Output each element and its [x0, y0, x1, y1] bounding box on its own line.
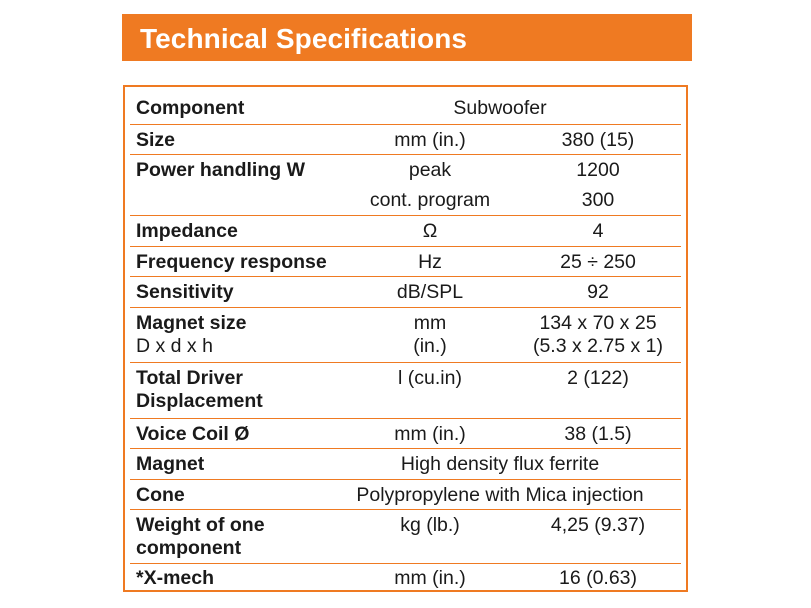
component-label: Component — [136, 97, 245, 119]
row-frequency — [130, 246, 681, 277]
magnet-size-value-mm: 134 x 70 x 25 — [539, 312, 657, 334]
row-magnet — [130, 448, 681, 479]
voice-coil-unit: mm (in.) — [394, 423, 466, 445]
power-cont-unit: cont. program — [369, 189, 491, 211]
row-weight — [130, 509, 681, 564]
row-sensitivity — [130, 276, 681, 307]
power-cont-value: 300 — [581, 189, 615, 211]
voice-coil-value: 38 (1.5) — [564, 423, 632, 445]
row-displacement — [130, 362, 681, 418]
weight-label-2: component — [136, 537, 242, 559]
header-banner — [122, 14, 692, 61]
component-value: Subwoofer — [453, 97, 547, 119]
impedance-value: 4 — [592, 220, 604, 242]
frequency-label: Frequency response — [136, 251, 327, 273]
row-impedance — [130, 215, 681, 246]
row-component — [130, 97, 681, 121]
sensitivity-label: Sensitivity — [136, 281, 234, 303]
row-magnet-size — [130, 307, 681, 362]
magnet-size-dims-label: D x d x h — [136, 335, 213, 357]
sensitivity-value: 92 — [587, 281, 609, 303]
size-label: Size — [136, 129, 176, 151]
magnet-size-unit-mm: mm — [413, 312, 447, 334]
voice-coil-label: Voice Coil Ø — [136, 423, 250, 445]
sensitivity-unit: dB/SPL — [396, 281, 464, 303]
impedance-unit: Ω — [422, 220, 438, 242]
displacement-label-1: Total Driver — [136, 367, 243, 389]
magnet-label: Magnet — [136, 453, 205, 475]
displacement-unit: l (cu.in) — [398, 367, 462, 389]
row-cone — [130, 479, 681, 510]
weight-value: 4,25 (9.37) — [550, 514, 646, 536]
displacement-label-2: Displacement — [136, 390, 263, 412]
magnet-value: High density flux ferrite — [400, 453, 600, 475]
frequency-value: 25 ÷ 250 — [560, 251, 636, 273]
magnet-size-value-in: (5.3 x 2.75 x 1) — [532, 335, 664, 357]
xmech-label: *X-mech — [136, 567, 215, 589]
cone-label: Cone — [136, 484, 185, 506]
row-power — [130, 154, 681, 215]
xmech-value: 16 (0.63) — [558, 567, 638, 589]
size-unit: mm (in.) — [394, 129, 466, 151]
size-value: 380 (15) — [561, 129, 635, 151]
cone-value: Polypropylene with Mica injection — [356, 484, 644, 506]
magnet-size-label: Magnet size — [136, 312, 247, 334]
displacement-value: 2 (122) — [567, 367, 629, 389]
row-voice-coil — [130, 418, 681, 449]
magnet-size-unit-in: (in.) — [413, 335, 447, 357]
weight-unit: kg (lb.) — [400, 514, 460, 536]
power-label: Power handling W — [136, 159, 305, 181]
power-peak-unit: peak — [408, 159, 452, 181]
weight-label-1: Weight of one — [136, 514, 265, 536]
row-size — [130, 124, 681, 155]
row-xmech — [130, 563, 681, 591]
power-peak-value: 1200 — [576, 159, 620, 181]
spec-table — [123, 85, 688, 592]
frequency-unit: Hz — [418, 251, 442, 273]
xmech-unit: mm (in.) — [394, 567, 466, 589]
page-title: Technical Specifications — [140, 23, 468, 54]
impedance-label: Impedance — [136, 220, 238, 242]
